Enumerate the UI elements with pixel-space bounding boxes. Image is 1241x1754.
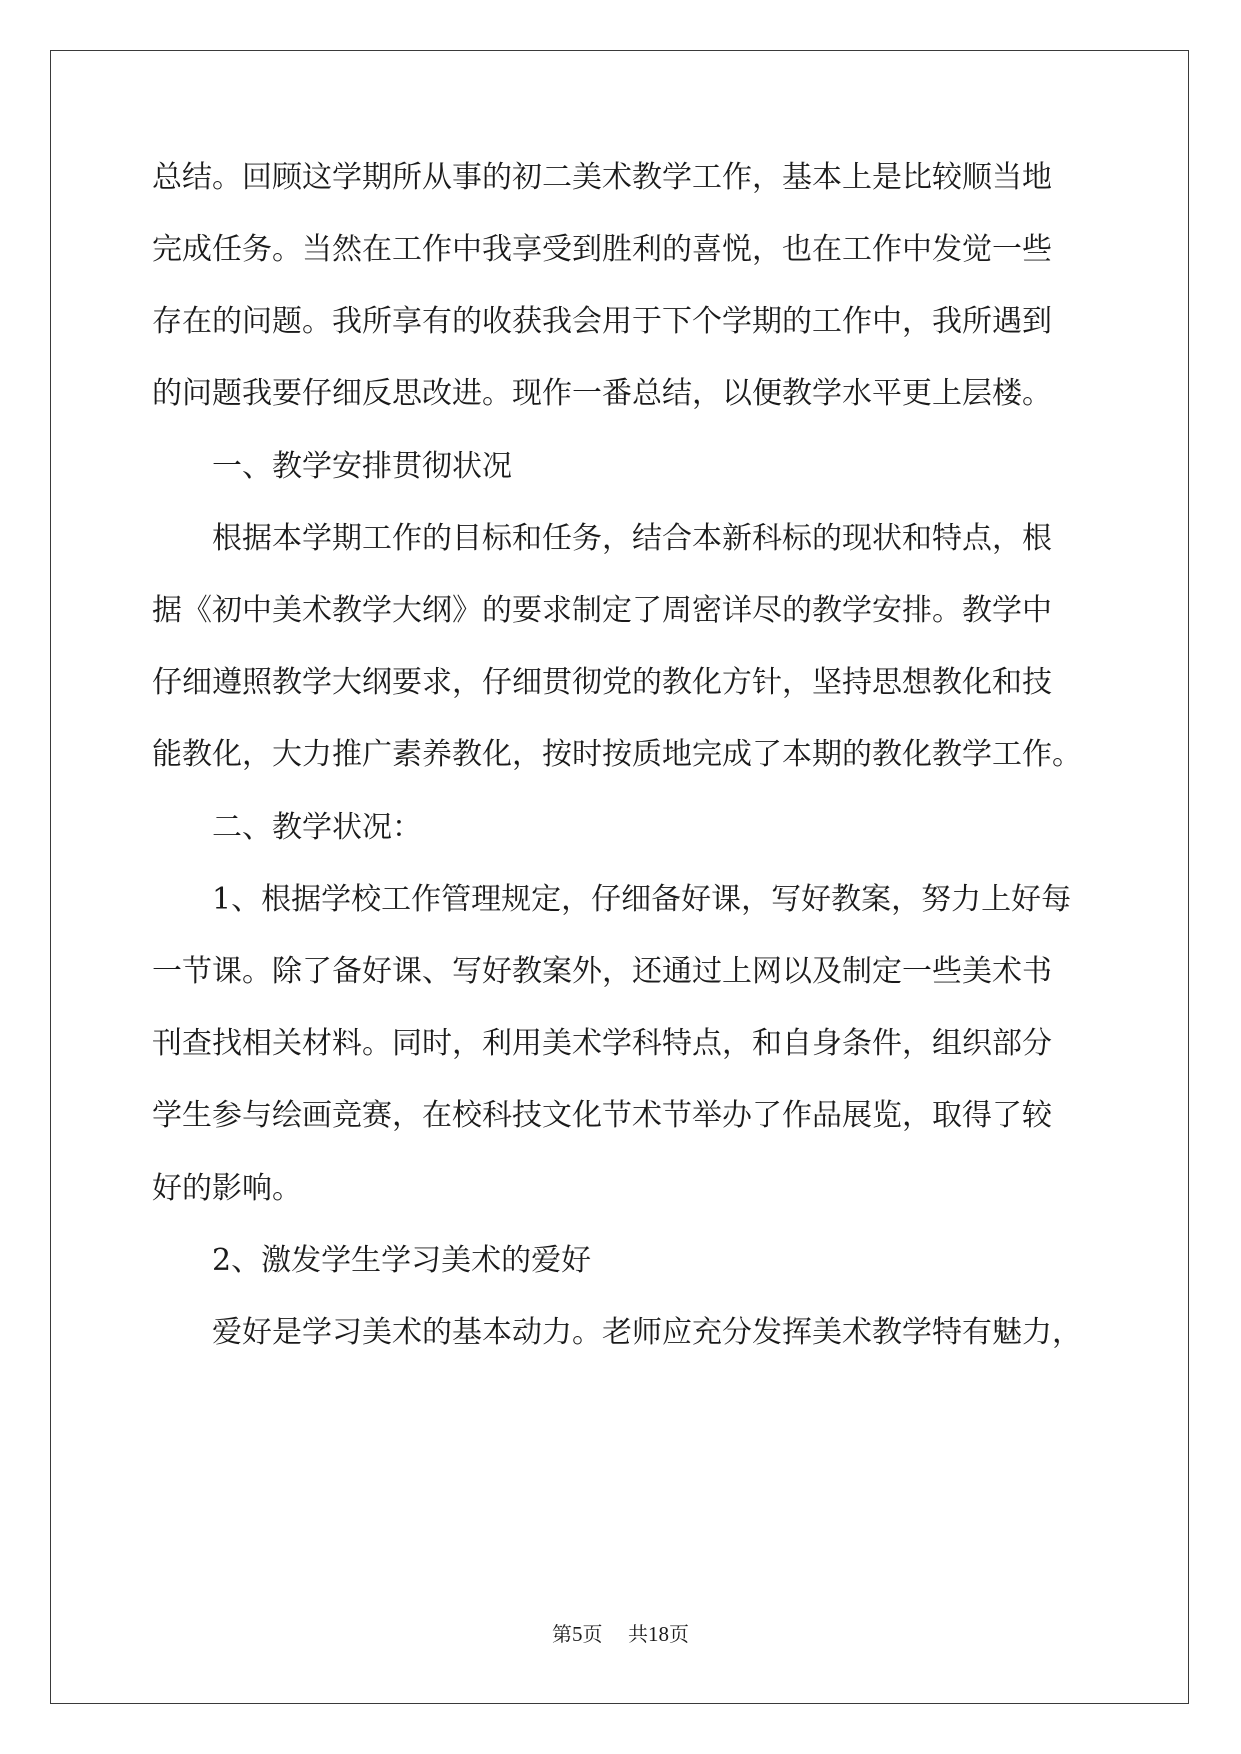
text-line: 据《初中美术教学大纲》的要求制定了周密详尽的教学安排。教学中 xyxy=(152,593,1052,628)
page-footer xyxy=(0,1618,1241,1647)
total-pages: 18 xyxy=(647,1622,669,1646)
section-heading: 2、激发学生学习美术的爱好 xyxy=(212,1243,592,1278)
page-border xyxy=(50,50,1189,1704)
section-heading: 一、教学安排贯彻状况 xyxy=(212,449,512,484)
footer-total-prefix: 共 xyxy=(627,1622,648,1646)
text-line: 爱好是学习美术的基本动力。老师应充分发挥美术教学特有魅力， xyxy=(212,1315,1082,1350)
text-line: 的问题我要仔细反思改进。现作一番总结，以便教学水平更上层楼。 xyxy=(152,376,1052,411)
text-line: 刊查找相关材料。同时，利用美术学科特点，和自身条件，组织部分 xyxy=(152,1026,1052,1061)
text-line: 根据本学期工作的目标和任务，结合本新科标的现状和特点，根 xyxy=(212,521,1052,556)
footer-prefix: 第 xyxy=(552,1622,573,1646)
text-line: 能教化，大力推广素养教化，按时按质地完成了本期的教化教学工作。 xyxy=(152,737,1082,772)
section-heading: 二、教学状况： xyxy=(212,810,422,845)
footer-total-unit: 页 xyxy=(668,1622,689,1646)
footer-page-unit: 页 xyxy=(582,1622,603,1646)
text-line: 完成任务。当然在工作中我享受到胜利的喜悦，也在工作中发觉一些 xyxy=(152,232,1052,267)
text-line: 好的影响。 xyxy=(152,1171,302,1206)
text-line: 1、根据学校工作管理规定，仔细备好课，写好教案，努力上好每 xyxy=(212,882,1072,917)
text-line: 学生参与绘画竞赛，在校科技文化节术节举办了作品展览，取得了较 xyxy=(152,1098,1052,1133)
text-line: 总结。回顾这学期所从事的初二美术教学工作，基本上是比较顺当地 xyxy=(152,160,1052,195)
text-line: 一节课。除了备好课、写好教案外，还通过上网以及制定一些美术书 xyxy=(152,954,1052,989)
text-line: 存在的问题。我所享有的收获我会用于下个学期的工作中，我所遇到 xyxy=(152,304,1052,339)
text-line: 仔细遵照教学大纲要求，仔细贯彻党的教化方针，坚持思想教化和技 xyxy=(152,665,1052,700)
page-number: 5 xyxy=(572,1622,583,1646)
